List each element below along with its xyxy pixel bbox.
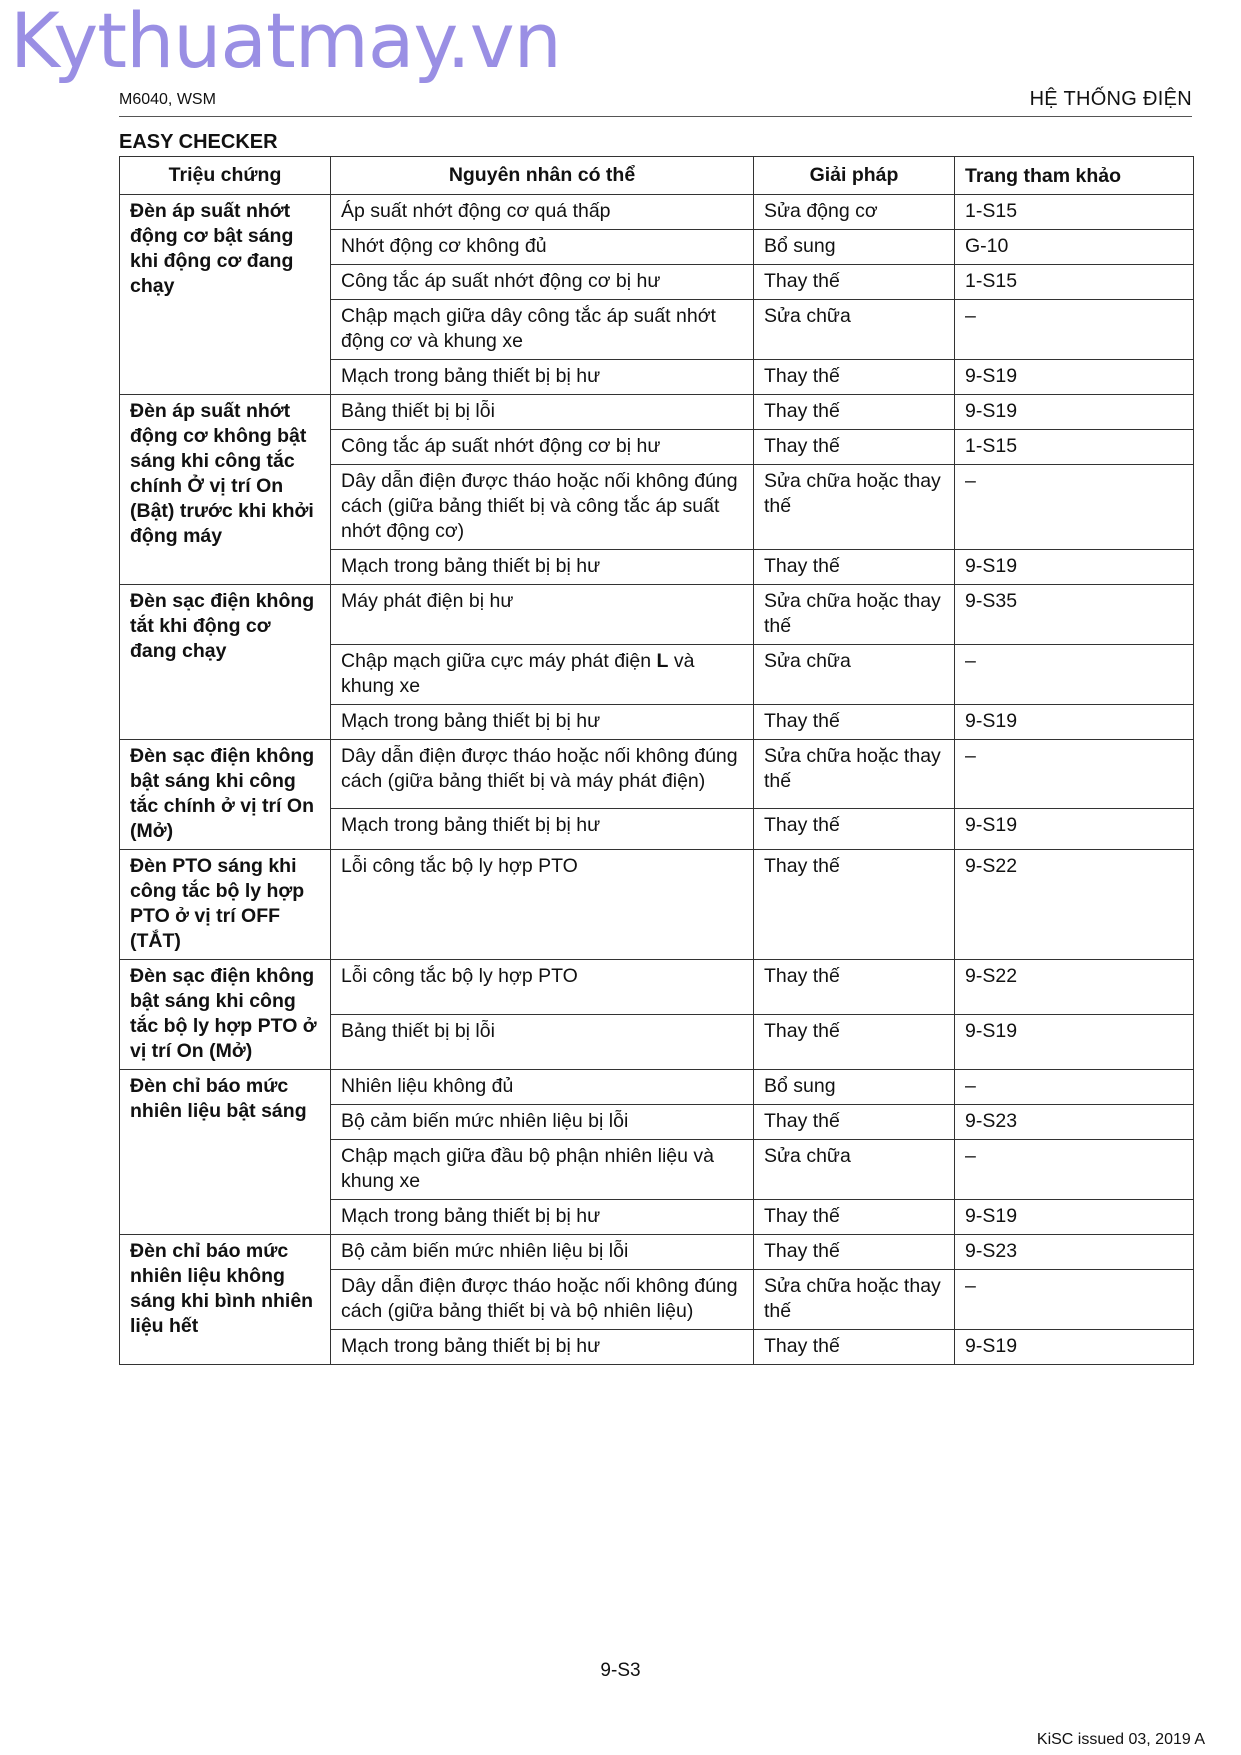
solution-cell: Thay thế	[754, 1200, 955, 1235]
cause-cell: Chập mạch giữa dây công tắc áp suất nhớt động cơ và khung xe	[331, 300, 754, 360]
solution-cell: Sửa chữa hoặc thay thế	[754, 585, 955, 645]
solution-cell: Bổ sung	[754, 1070, 955, 1105]
header-solution: Giải pháp	[754, 157, 955, 195]
reference-cell: –	[955, 1270, 1194, 1330]
cause-cell: Nhớt động cơ không đủ	[331, 230, 754, 265]
reference-cell: 9-S19	[955, 1015, 1194, 1070]
cause-cell: Công tắc áp suất nhớt động cơ bị hư	[331, 430, 754, 465]
reference-cell: 1-S15	[955, 195, 1194, 230]
cause-cell: Mạch trong bảng thiết bị bị hư	[331, 360, 754, 395]
reference-cell: 9-S19	[955, 395, 1194, 430]
cause-cell: Lỗi công tắc bộ ly hợp PTO	[331, 960, 754, 1015]
cause-cell: Bộ cảm biến mức nhiên liệu bị lỗi	[331, 1235, 754, 1270]
table-row	[120, 395, 1194, 430]
solution-cell: Thay thế	[754, 430, 955, 465]
reference-cell: –	[955, 1140, 1194, 1200]
table-row	[120, 960, 1194, 1015]
table-row	[120, 195, 1194, 230]
header-symptom: Triệu chứng	[120, 157, 331, 195]
reference-cell: 1-S15	[955, 430, 1194, 465]
cause-text: Chập mạch giữa cực máy phát điện	[341, 650, 657, 672]
solution-cell: Thay thế	[754, 550, 955, 585]
solution-cell: Bổ sung	[754, 230, 955, 265]
solution-cell: Thay thế	[754, 1235, 955, 1270]
table-body	[120, 195, 1194, 1365]
cause-cell: Nhiên liệu không đủ	[331, 1070, 754, 1105]
solution-cell: Thay thế	[754, 1330, 955, 1365]
symptom-cell: Đèn sạc điện không bật sáng khi công tắc bộ ly hợp PTO ở vị trí On (Mở)	[120, 960, 331, 1070]
cause-cell: Bộ cảm biến mức nhiên liệu bị lỗi	[331, 1105, 754, 1140]
reference-cell: 9-S19	[955, 550, 1194, 585]
section-heading: HỆ THỐNG ĐIỆN	[1029, 88, 1192, 110]
solution-cell: Thay thế	[754, 960, 955, 1015]
cause-cell: Bảng thiết bị bị lỗi	[331, 1015, 754, 1070]
solution-cell: Thay thế	[754, 705, 955, 740]
cause-cell: Dây dẫn điện được tháo hoặc nối không đúng cách (giữa bảng thiết bị và máy phát điện)	[331, 740, 754, 809]
reference-cell: 1-S15	[955, 265, 1194, 300]
cause-cell: Dây dẫn điện được tháo hoặc nối không đúng cách (giữa bảng thiết bị và công tắc áp suất nhớt động cơ)	[331, 465, 754, 550]
solution-cell: Sửa chữa hoặc thay thế	[754, 740, 955, 809]
table-row	[120, 585, 1194, 645]
reference-cell: 9-S19	[955, 705, 1194, 740]
table-header-row	[120, 157, 1194, 195]
reference-cell: G-10	[955, 230, 1194, 265]
reference-cell: 9-S22	[955, 850, 1194, 960]
cause-cell: Mạch trong bảng thiết bị bị hư	[331, 1200, 754, 1235]
page-header	[119, 88, 1192, 117]
reference-cell: 9-S22	[955, 960, 1194, 1015]
table-title: EASY CHECKER	[119, 131, 278, 153]
reference-cell: 9-S23	[955, 1235, 1194, 1270]
header-cause: Nguyên nhân có thể	[331, 157, 754, 195]
symptom-cell: Đèn chỉ báo mức nhiên liệu không sáng khi bình nhiên liệu hết	[120, 1235, 331, 1365]
solution-cell: Sửa chữa	[754, 300, 955, 360]
cause-cell: Công tắc áp suất nhớt động cơ bị hư	[331, 265, 754, 300]
table-row	[120, 1070, 1194, 1105]
cause-cell	[331, 645, 754, 705]
solution-cell: Thay thế	[754, 360, 955, 395]
solution-cell: Thay thế	[754, 850, 955, 960]
symptom-cell: Đèn chỉ báo mức nhiên liệu bật sáng	[120, 1070, 331, 1235]
symptom-cell: Đèn sạc điện không bật sáng khi công tắc chính ở vị trí On (Mở)	[120, 740, 331, 850]
reference-cell: –	[955, 1070, 1194, 1105]
watermark-logo: Kythuatmay.vn	[10, 0, 561, 85]
solution-cell: Sửa chữa	[754, 1140, 955, 1200]
table-row	[120, 1235, 1194, 1270]
reference-cell: –	[955, 645, 1194, 705]
solution-cell: Thay thế	[754, 265, 955, 300]
solution-cell: Thay thế	[754, 395, 955, 430]
table-row	[120, 740, 1194, 809]
reference-cell: 9-S19	[955, 1330, 1194, 1365]
symptom-cell: Đèn sạc điện không tắt khi động cơ đang chạy	[120, 585, 331, 740]
symptom-cell: Đèn PTO sáng khi công tắc bộ ly hợp PTO ở vị trí OFF (TẮT)	[120, 850, 331, 960]
solution-cell: Sửa chữa hoặc thay thế	[754, 1270, 955, 1330]
model-label: M6040, WSM	[119, 91, 216, 108]
cause-cell: Bảng thiết bị bị lỗi	[331, 395, 754, 430]
cause-cell: Mạch trong bảng thiết bị bị hư	[331, 809, 754, 850]
reference-cell: 9-S19	[955, 1200, 1194, 1235]
easy-checker-table	[119, 156, 1194, 1365]
reference-cell: 9-S19	[955, 809, 1194, 850]
solution-cell: Sửa động cơ	[754, 195, 955, 230]
cause-cell: Lỗi công tắc bộ ly hợp PTO	[331, 850, 754, 960]
cause-cell: Chập mạch giữa đầu bộ phận nhiên liệu và khung xe	[331, 1140, 754, 1200]
cause-cell: Áp suất nhớt động cơ quá thấp	[331, 195, 754, 230]
symptom-cell: Đèn áp suất nhớt động cơ không bật sáng khi công tắc chính Ở vị trí On (Bật) trước khi khởi động máy	[120, 395, 331, 585]
solution-cell: Thay thế	[754, 1105, 955, 1140]
issue-footer: KiSC issued 03, 2019 A	[1036, 1731, 1205, 1748]
solution-cell: Sửa chữa hoặc thay thế	[754, 465, 955, 550]
solution-cell: Thay thế	[754, 809, 955, 850]
reference-cell: 9-S35	[955, 585, 1194, 645]
cause-cell: Máy phát điện bị hư	[331, 585, 754, 645]
reference-cell: 9-S19	[955, 360, 1194, 395]
table-row	[120, 850, 1194, 960]
cause-cell: Mạch trong bảng thiết bị bị hư	[331, 1330, 754, 1365]
solution-cell: Thay thế	[754, 1015, 955, 1070]
cause-cell: Mạch trong bảng thiết bị bị hư	[331, 550, 754, 585]
symptom-cell: Đèn áp suất nhớt động cơ bật sáng khi động cơ đang chạy	[120, 195, 331, 395]
solution-cell: Sửa chữa	[754, 645, 955, 705]
cause-cell: Mạch trong bảng thiết bị bị hư	[331, 705, 754, 740]
reference-cell: –	[955, 300, 1194, 360]
terminal-label: L	[656, 650, 669, 672]
reference-cell: –	[955, 465, 1194, 550]
cause-cell: Dây dẫn điện được tháo hoặc nối không đúng cách (giữa bảng thiết bị và bộ nhiên liệu)	[331, 1270, 754, 1330]
reference-cell: –	[955, 740, 1194, 809]
header-reference: Trang tham khảo	[955, 157, 1194, 195]
page-number: 9-S3	[600, 1660, 641, 1681]
cause-text: và khung xe	[341, 650, 695, 697]
reference-cell: 9-S23	[955, 1105, 1194, 1140]
